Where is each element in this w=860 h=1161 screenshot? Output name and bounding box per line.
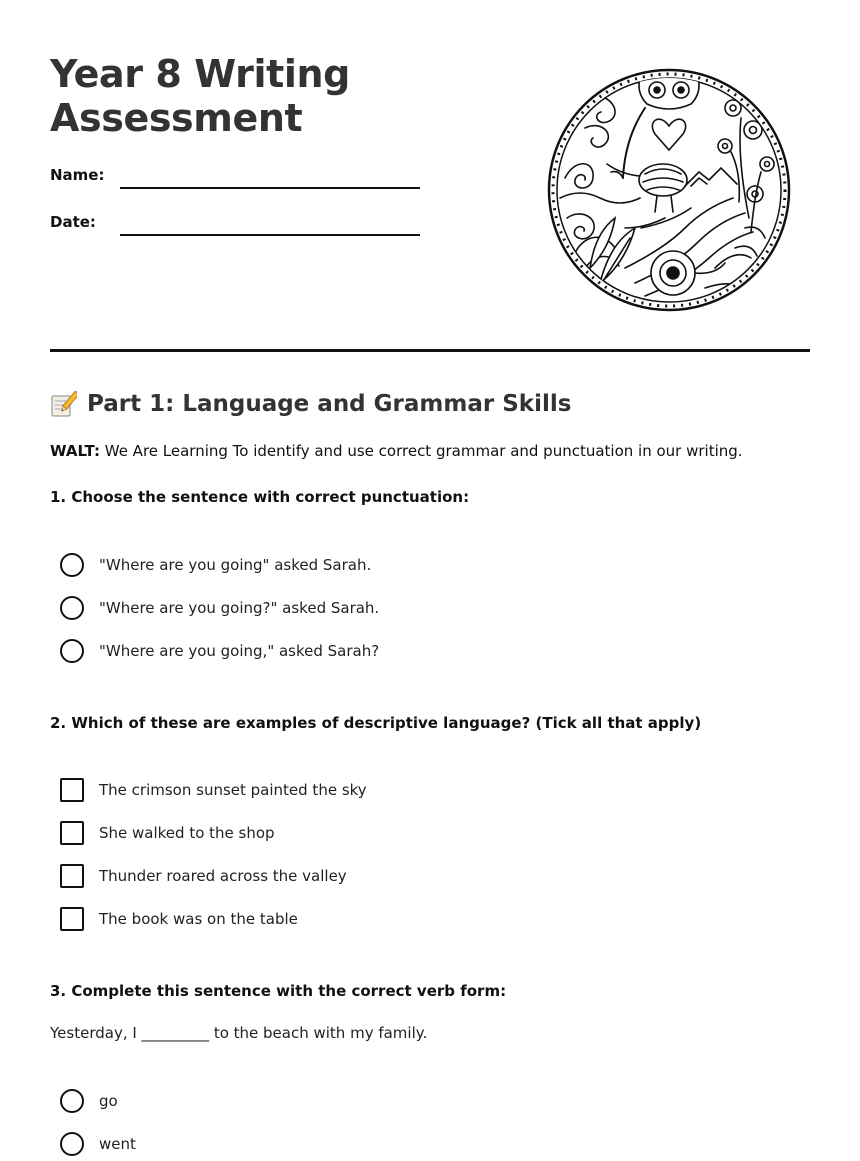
part1-heading [50,388,571,420]
date-field[interactable] [50,211,430,235]
checkbox[interactable] [60,778,84,802]
q3-option-1[interactable] [60,1088,118,1114]
date-input-line[interactable] [120,234,420,236]
q2-option-3[interactable] [60,863,347,889]
walt-statement [50,440,743,462]
question-2-prompt: 2. Which of these are examples of descriptive language? (Tick all that apply) [50,714,702,732]
name-label: Name: [50,166,105,184]
q2-option-3-label: Thunder roared across the valley [99,867,347,885]
q2-option-4-label: The book was on the table [99,910,298,928]
title-line-1: Year 8 Writing [50,52,350,96]
q2-option-1-label: The crimson sunset painted the sky [99,781,367,799]
q3-option-1-label: go [99,1092,118,1110]
q1-option-2-label: "Where are you going?" asked Sarah. [99,599,380,617]
title-line-2: Assessment [50,96,303,140]
question-3-prompt: 3. Complete this sentence with the correct verb form: [50,982,507,1000]
q1-option-3-label: "Where are you going," asked Sarah? [99,642,380,660]
page-title [50,52,510,140]
q1-option-1-label: "Where are you going" asked Sarah. [99,556,372,574]
q1-option-2[interactable] [60,595,379,621]
radio-button[interactable] [60,553,84,577]
q3-option-2[interactable] [60,1131,136,1157]
q2-option-4[interactable] [60,906,298,932]
walt-text: We Are Learning To identify and use correct grammar and punctuation in our writing. [99,442,743,460]
walt-label: WALT: [50,442,100,460]
radio-button[interactable] [60,1132,84,1156]
emblem-illustration [545,68,793,313]
radio-button[interactable] [60,596,84,620]
q2-option-2-label: She walked to the shop [99,824,275,842]
question-1-prompt: 1. Choose the sentence with correct punctuation: [50,488,470,506]
q3-sentence: Yesterday, I _________ to the beach with my family. [50,1024,428,1042]
q3-option-2-label: went [99,1135,136,1153]
q2-option-1[interactable] [60,777,367,803]
radio-button[interactable] [60,639,84,663]
q1-option-1[interactable] [60,552,371,578]
radio-button[interactable] [60,1089,84,1113]
section-divider [50,349,810,352]
date-label: Date: [50,213,96,231]
part1-heading-text: Part 1: Language and Grammar Skills [87,391,572,417]
name-field[interactable] [50,164,430,188]
memo-icon [50,391,77,418]
checkbox[interactable] [60,907,84,931]
q2-option-2[interactable] [60,820,275,846]
checkbox[interactable] [60,864,84,888]
name-input-line[interactable] [120,187,420,189]
q1-option-3[interactable] [60,638,379,664]
checkbox[interactable] [60,821,84,845]
